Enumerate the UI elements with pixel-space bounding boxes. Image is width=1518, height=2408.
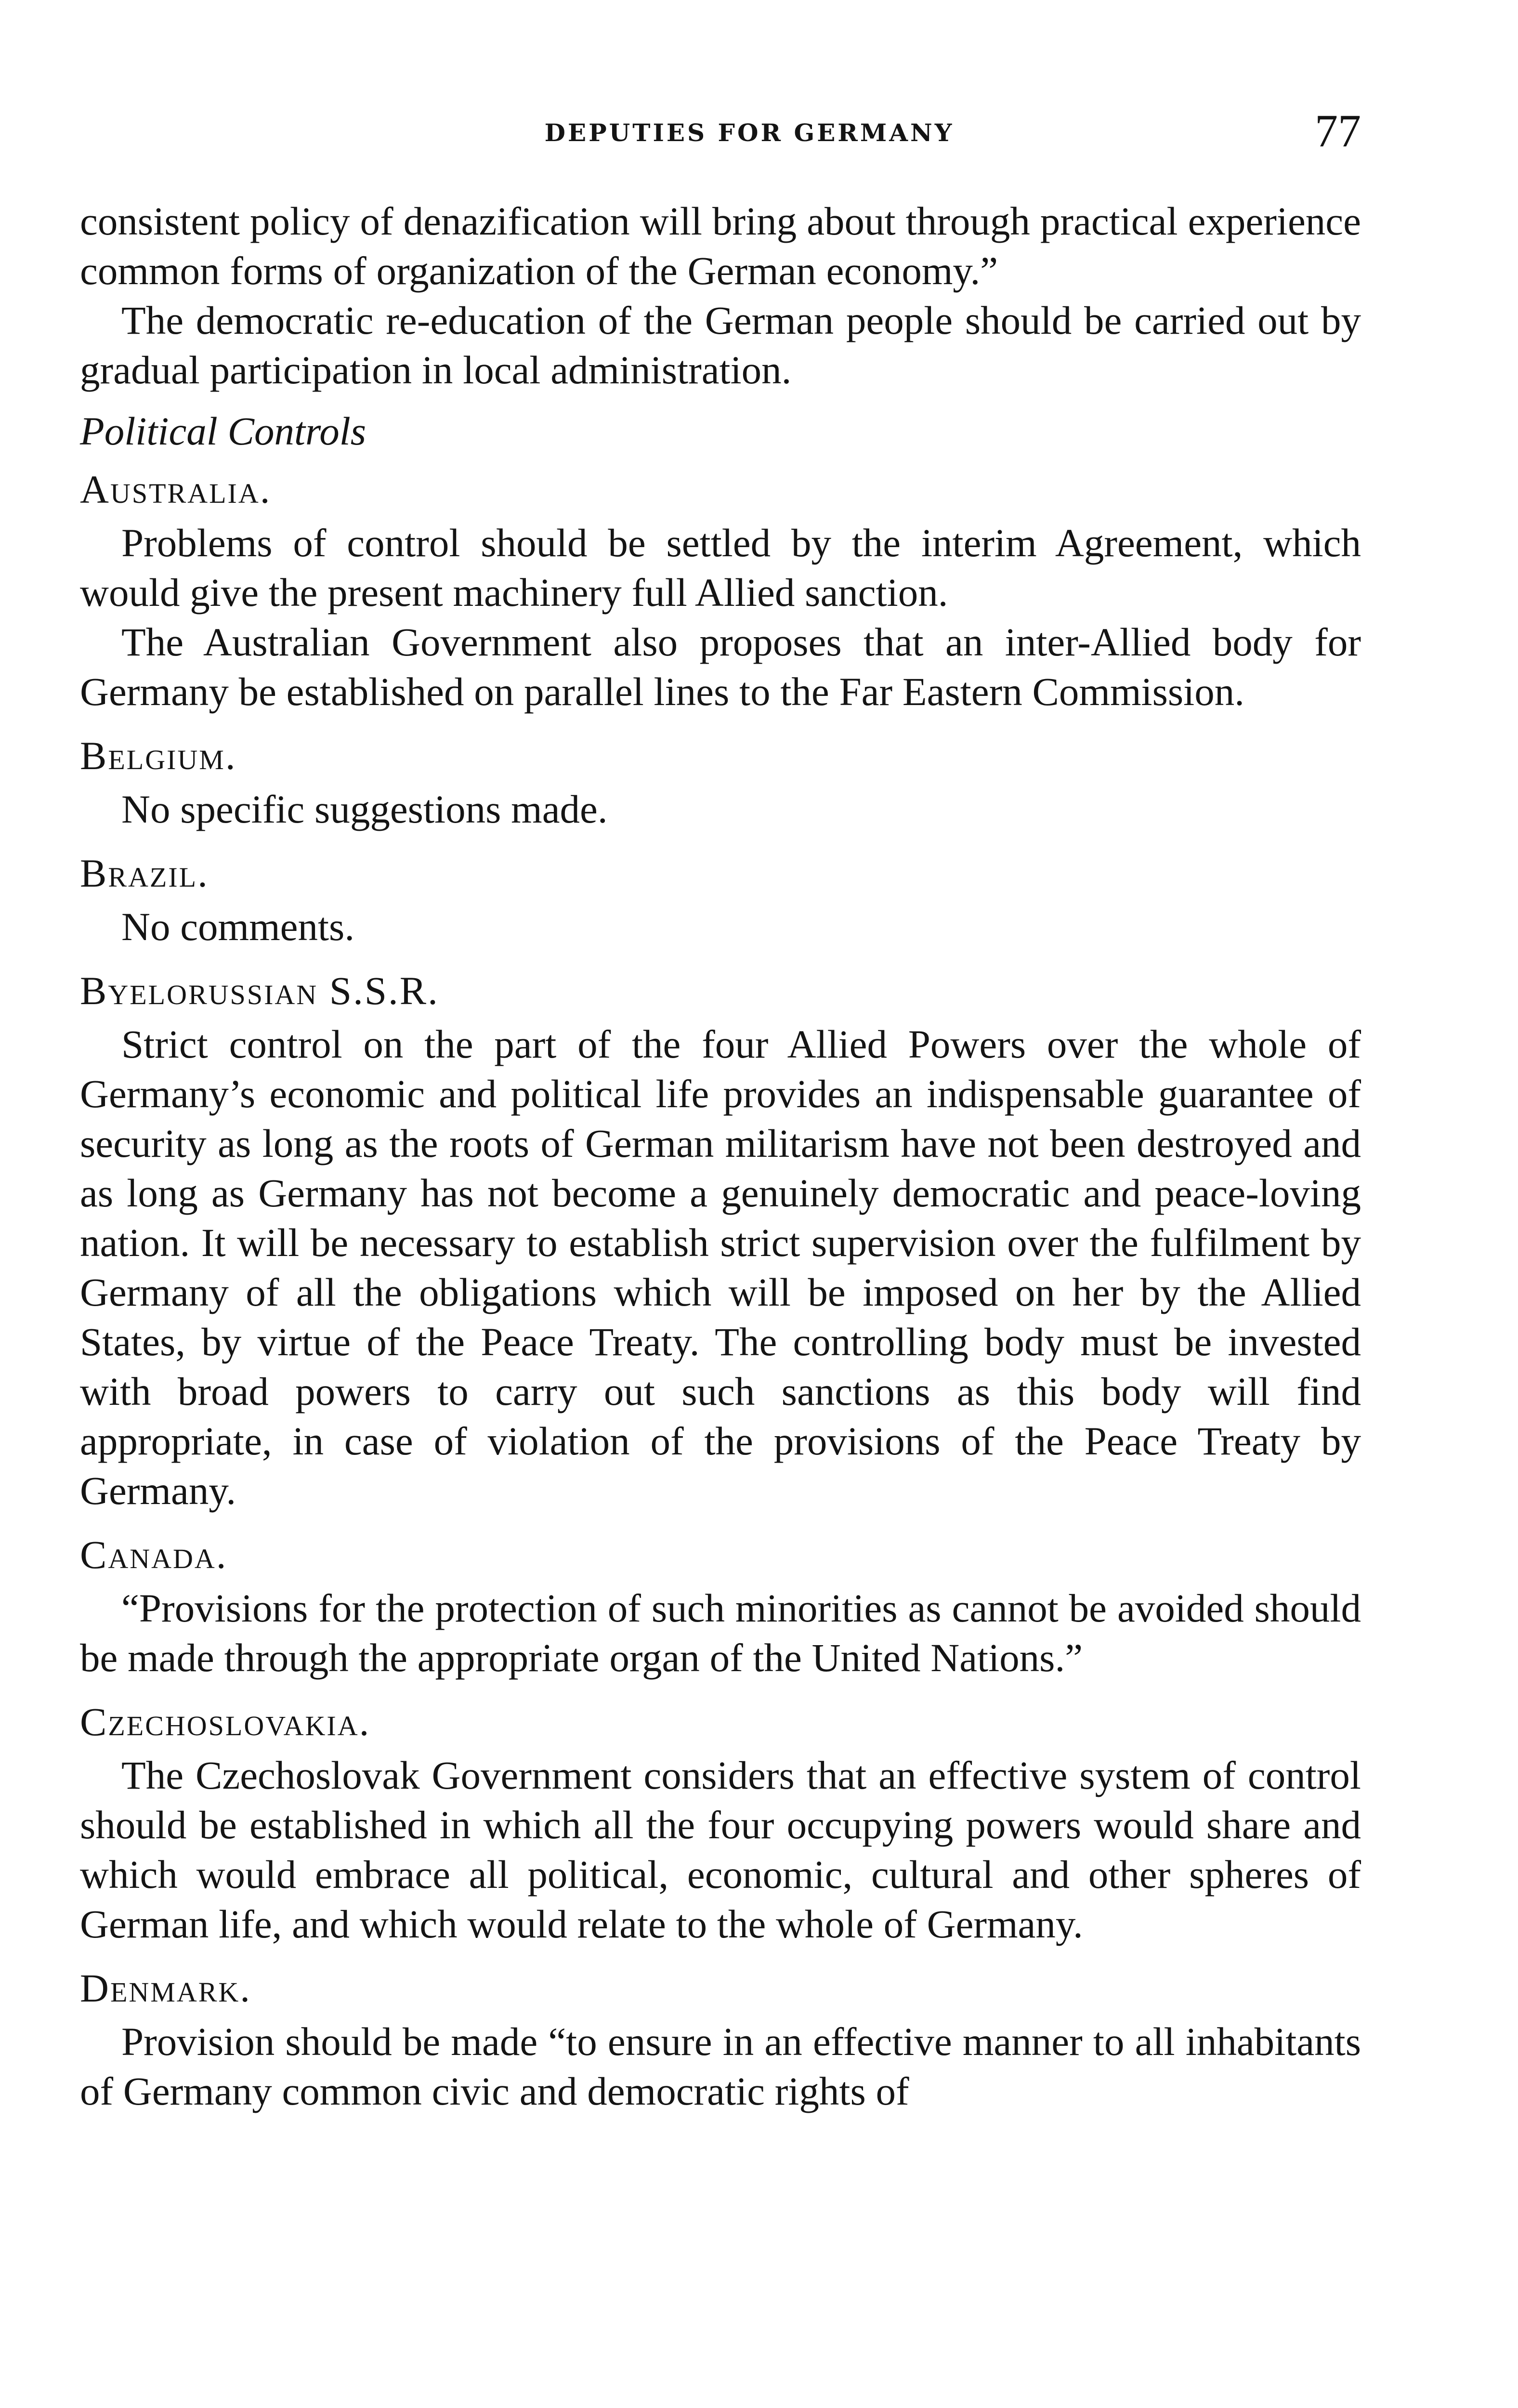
paragraph: No comments. [121, 904, 355, 949]
country-heading-brazil: Brazil. [80, 851, 209, 895]
page-body [80, 196, 1361, 2116]
country-heading-czechoslovakia: Czechoslovakia. [80, 1700, 371, 1744]
page-number: 77 [1315, 105, 1361, 157]
country-heading-australia: Australia. [80, 467, 272, 511]
paragraph: Problems of control should be settled by the interim Agreement, which would give the present machinery full Allied sanction. [80, 521, 1361, 615]
paragraph: No specific suggestions made. [121, 787, 608, 831]
paragraph: The democratic re-education of the German people should be carried out by gradual participation in local administration. [80, 298, 1361, 392]
country-heading-belgium: Belgium. [80, 733, 237, 778]
country-heading-denmark: Denmark. [80, 1966, 252, 2010]
paragraph: “Provisions for the protection of such minorities as cannot be avoided should be made through the appropriate organ of the United Nations.” [80, 1586, 1361, 1680]
paragraph: Strict control on the part of the four Allied Powers over the whole of Germany’s economic and political life provides an indispensable guarantee of security as long as the roots of German militarism have not been destroyed and as long as Germany has not become a genuinely democratic and peace-loving nation. It will be necessary to establish strict supervision over the fulfilment by Germany of all the obligations which will be imposed on her by the Allied States, by virtue of the Peace Treaty. The controlling body must be invested with broad powers to carry out such sanctions as this body will find appropriate, in case of violation of the provisions of the Peace Treaty by Germany. [80, 1022, 1361, 1513]
paragraph: The Australian Government also proposes that an inter-Allied body for Germany be established on parallel lines to the Far Eastern Commission. [80, 620, 1361, 714]
paragraph: Provision should be made “to ensure in an effective manner to all inhabitants of Germany common civic and democratic rights of [80, 2019, 1361, 2113]
paragraph: consistent policy of denazification will bring about through practical experience common forms of organization of the German economy.” [80, 199, 1361, 293]
country-heading-canada: Canada. [80, 1532, 228, 1577]
country-heading-byelorussian: Byelorussian S.S.R. [80, 968, 439, 1013]
running-head: DEPUTIES FOR GERMANY [544, 118, 955, 147]
page-header [80, 107, 1361, 165]
paragraph: The Czechoslovak Government considers that an effective system of control should be established in which all the four occupying powers would share and which would embrace all political, economic, cultural and other spheres of German life, and which would relate to the whole of Germany. [80, 1753, 1361, 1946]
section-heading: Political Controls [80, 409, 366, 453]
